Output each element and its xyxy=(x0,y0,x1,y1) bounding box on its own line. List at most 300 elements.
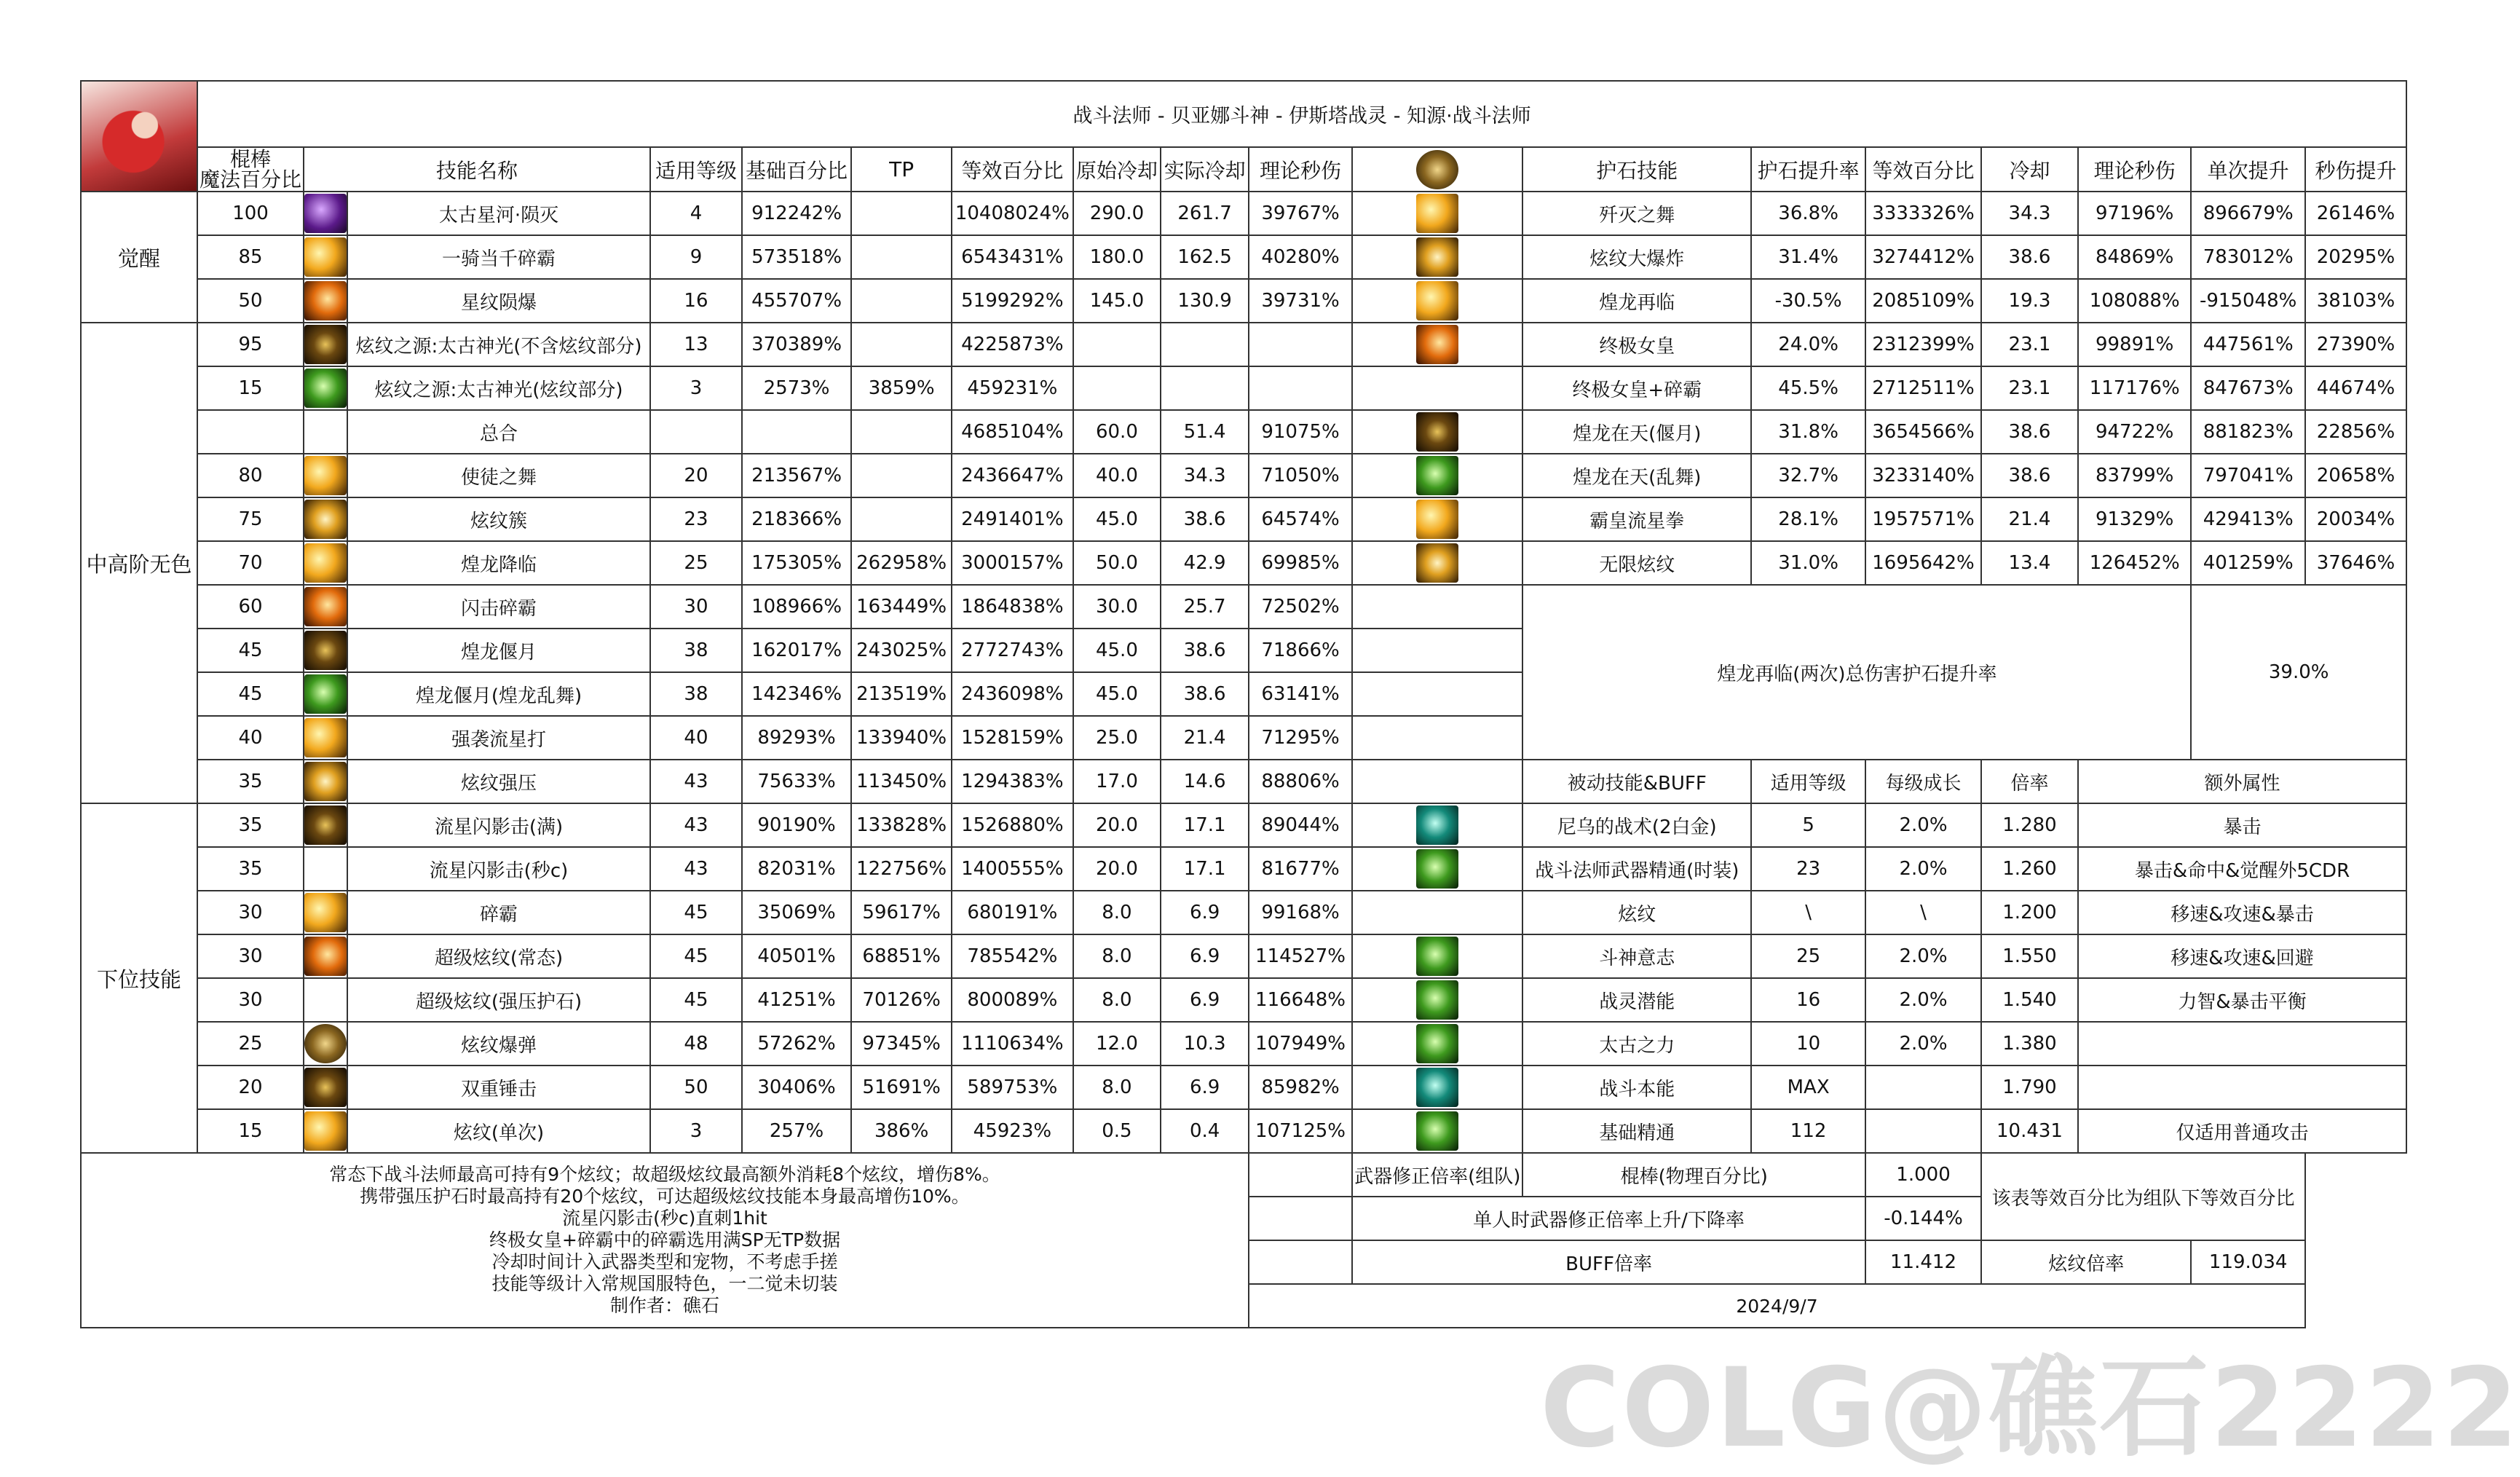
skill-theory-dps: 114527% xyxy=(1249,934,1352,978)
skill-theory-dps: 81677% xyxy=(1249,847,1352,891)
rune-equivalent-percent: 2085109% xyxy=(1865,279,1981,323)
passive-name: 战斗本能 xyxy=(1522,1066,1751,1109)
skill-equivalent-percent: 1110634% xyxy=(952,1022,1073,1066)
skill-icon-cell xyxy=(304,629,347,672)
skill-tp: 51691% xyxy=(851,1066,952,1109)
passive-icon-cell xyxy=(1352,1109,1522,1153)
skill-name: 煌龙降临 xyxy=(347,541,650,585)
skill-tp xyxy=(851,410,952,454)
skill-icon xyxy=(304,237,347,277)
passive-name: 尼乌的战术(2白金) xyxy=(1522,803,1751,847)
passive-name: 斗神意志 xyxy=(1522,934,1751,978)
skill-icon-cell xyxy=(304,279,347,323)
passive-growth: 2.0% xyxy=(1865,1022,1981,1066)
skill-icon xyxy=(304,1068,347,1107)
skill-actual-cooldown: 0.4 xyxy=(1161,1109,1249,1153)
rune-equivalent-percent: 1695642% xyxy=(1865,541,1981,585)
skill-level: 25 xyxy=(650,541,742,585)
passive-icon-cell xyxy=(1352,978,1522,1022)
skill-level: 38 xyxy=(650,672,742,716)
skill-equivalent-percent: 1294383% xyxy=(952,760,1073,803)
skill-name: 流星闪影击(秒c) xyxy=(347,847,650,891)
passive-header-growth: 每级成长 xyxy=(1865,760,1981,803)
rune-name: 炫纹大爆炸 xyxy=(1522,235,1751,279)
header-real-cd: 实际冷却 xyxy=(1161,147,1249,192)
skill-base-percent: 82031% xyxy=(742,847,851,891)
skill-tp xyxy=(851,454,952,497)
passive-growth: 2.0% xyxy=(1865,847,1981,891)
passive-multiplier: 1.280 xyxy=(1981,803,2078,847)
rune-theory-dps: 84869% xyxy=(2078,235,2191,279)
weapon-modifier-value: 1.000 xyxy=(1865,1153,1981,1197)
skill-base-percent: 90190% xyxy=(742,803,851,847)
passive-level: MAX xyxy=(1751,1066,1865,1109)
skill-base-percent: 455707% xyxy=(742,279,851,323)
skill-name: 星纹陨爆 xyxy=(347,279,650,323)
skill-level: 23 xyxy=(650,497,742,541)
skill-name: 超级炫纹(强压护石) xyxy=(347,978,650,1022)
skill-tp: 262958% xyxy=(851,541,952,585)
rune-empty-icon-cell xyxy=(1352,629,1522,672)
rune-icon-cell xyxy=(1352,454,1522,497)
rune-dps-gain: 20034% xyxy=(2305,497,2406,541)
rune-name: 霸皇流星拳 xyxy=(1522,497,1751,541)
skill-icon xyxy=(304,325,347,364)
passive-level: 112 xyxy=(1751,1109,1865,1153)
rune-icon-cell xyxy=(1352,192,1522,235)
passive-multiplier: 1.790 xyxy=(1981,1066,2078,1109)
skill-table xyxy=(80,80,2407,1328)
skill-theory-dps: 107125% xyxy=(1249,1109,1352,1153)
note-line: 常态下战斗法师最高可持有9个炫纹；故超级炫纹最高额外消耗8个炫纹，增伤8%。 xyxy=(329,1164,1000,1185)
weapon-modifier-label: 武器修正倍率(组队) xyxy=(1352,1153,1522,1197)
rune-icon-cell xyxy=(1352,410,1522,454)
skill-name: 一骑当千碎霸 xyxy=(347,235,650,279)
skill-icon xyxy=(1416,1024,1458,1063)
rune-theory-dps: 117176% xyxy=(2078,366,2191,410)
skill-name: 超级炫纹(常态) xyxy=(347,934,650,978)
passive-multiplier: 1.540 xyxy=(1981,978,2078,1022)
skill-icon xyxy=(304,674,347,714)
rune-theory-dps: 108088% xyxy=(2078,279,2191,323)
table-row xyxy=(81,1022,2406,1066)
skill-tp: 97345% xyxy=(851,1022,952,1066)
table-row xyxy=(81,541,2406,585)
skill-name: 双重锤击 xyxy=(347,1066,650,1109)
skill-icon-cell xyxy=(304,1022,347,1066)
table-row xyxy=(81,847,2406,891)
rune-equivalent-percent: 2712511% xyxy=(1865,366,1981,410)
skill-tp: 122756% xyxy=(851,847,952,891)
skill-icon xyxy=(304,1111,347,1151)
skill-theory-dps: 91075% xyxy=(1249,410,1352,454)
skill-icon-cell xyxy=(304,366,347,410)
skill-name: 炫纹簇 xyxy=(347,497,650,541)
rune-equivalent-percent: 2312399% xyxy=(1865,323,1981,366)
skill-level xyxy=(650,410,742,454)
passive-level: 23 xyxy=(1751,847,1865,891)
skill-level: 45 xyxy=(650,934,742,978)
rune-summary-value: 39.0% xyxy=(2191,585,2406,760)
skill-equivalent-percent: 2772743% xyxy=(952,629,1073,672)
table-row xyxy=(81,1109,2406,1153)
header-rune-cd: 冷却 xyxy=(1981,147,2078,192)
skill-theory-dps: 88806% xyxy=(1249,760,1352,803)
rune-icon-cell xyxy=(1352,541,1522,585)
skill-original-cooldown: 45.0 xyxy=(1073,497,1161,541)
skill-level: 43 xyxy=(650,803,742,847)
skill-original-cooldown: 45.0 xyxy=(1073,629,1161,672)
skill-level: 3 xyxy=(650,1109,742,1153)
skill-level: 48 xyxy=(650,1022,742,1066)
passive-multiplier: 1.550 xyxy=(1981,934,2078,978)
skill-equivalent-percent: 785542% xyxy=(952,934,1073,978)
passive-level: \ xyxy=(1751,891,1865,934)
skill-original-cooldown: 25.0 xyxy=(1073,716,1161,760)
rune-cooldown: 19.3 xyxy=(1981,279,2078,323)
skill-name: 煌龙偃月 xyxy=(347,629,650,672)
rune-single-gain: 797041% xyxy=(2191,454,2305,497)
rune-rate: 36.8% xyxy=(1751,192,1865,235)
passive-extra: 力智&暴击平衡 xyxy=(2078,978,2406,1022)
skill-icon-cell xyxy=(304,934,347,978)
header-rune-dps: 理论秒伤 xyxy=(2078,147,2191,192)
rune-name: 歼灭之舞 xyxy=(1522,192,1751,235)
table-row xyxy=(81,978,2406,1022)
skill-equivalent-percent: 1526880% xyxy=(952,803,1073,847)
skill-original-cooldown: 8.0 xyxy=(1073,978,1161,1022)
skill-base-percent: 40501% xyxy=(742,934,851,978)
skill-level: 30 xyxy=(650,585,742,629)
skill-equivalent-percent: 3000157% xyxy=(952,541,1073,585)
skill-icon xyxy=(1416,1068,1458,1107)
skill-tp xyxy=(851,192,952,235)
rune-equivalent-percent: 3333326% xyxy=(1865,192,1981,235)
passive-level: 16 xyxy=(1751,978,1865,1022)
skill-level: 16 xyxy=(650,279,742,323)
passive-name: 战灵潜能 xyxy=(1522,978,1751,1022)
skill-tp: 113450% xyxy=(851,760,952,803)
skill-theory-dps: 39731% xyxy=(1249,279,1352,323)
skill-original-cooldown: 180.0 xyxy=(1073,235,1161,279)
skill-actual-cooldown: 17.1 xyxy=(1161,847,1249,891)
skill-base-percent: 108966% xyxy=(742,585,851,629)
skill-actual-cooldown xyxy=(1161,366,1249,410)
skill-name: 太古星河·陨灭 xyxy=(347,192,650,235)
rune-theory-dps: 94722% xyxy=(2078,410,2191,454)
skill-base-percent: 257% xyxy=(742,1109,851,1153)
skill-original-cooldown xyxy=(1073,366,1161,410)
rune-theory-dps: 91329% xyxy=(2078,497,2191,541)
passive-header-name: 被动技能&BUFF xyxy=(1522,760,1751,803)
passive-header-extra: 额外属性 xyxy=(2078,760,2406,803)
header-rune-rate: 护石提升率 xyxy=(1751,147,1865,192)
skill-icon xyxy=(304,631,347,670)
skill-theory-dps: 116648% xyxy=(1249,978,1352,1022)
skill-actual-cooldown: 38.6 xyxy=(1161,629,1249,672)
header-eq-pct: 等效百分比 xyxy=(952,147,1073,192)
skill-tp: 133940% xyxy=(851,716,952,760)
skill-theory-dps: 99168% xyxy=(1249,891,1352,934)
skill-actual-cooldown: 34.3 xyxy=(1161,454,1249,497)
passive-growth: 2.0% xyxy=(1865,934,1981,978)
skill-icon xyxy=(304,194,347,233)
skill-percent xyxy=(197,410,304,454)
rune-rate: 31.4% xyxy=(1751,235,1865,279)
skill-icon-cell xyxy=(304,978,347,1022)
passive-icon-cell xyxy=(1352,891,1522,934)
passive-extra: 移速&攻速&暴击 xyxy=(2078,891,2406,934)
skill-icon xyxy=(1416,806,1458,845)
skill-equivalent-percent: 800089% xyxy=(952,978,1073,1022)
skill-equivalent-percent: 4685104% xyxy=(952,410,1073,454)
table-row xyxy=(81,323,2406,366)
skill-icon-cell xyxy=(304,235,347,279)
portrait-cell xyxy=(81,81,197,192)
solo-modifier-label: 单人时武器修正倍率上升/下降率 xyxy=(1352,1197,1865,1240)
skill-original-cooldown: 30.0 xyxy=(1073,585,1161,629)
rune-rate: 28.1% xyxy=(1751,497,1865,541)
note-line: 制作者：礁石 xyxy=(609,1295,719,1316)
skill-percent: 40 xyxy=(197,716,304,760)
header-rune-eq-pct: 等效百分比 xyxy=(1865,147,1981,192)
skill-base-percent xyxy=(742,410,851,454)
skill-tp: 213519% xyxy=(851,672,952,716)
rune-cooldown: 23.1 xyxy=(1981,366,2078,410)
skill-percent: 45 xyxy=(197,672,304,716)
skill-percent: 70 xyxy=(197,541,304,585)
skill-icon xyxy=(304,281,347,320)
rune-cooldown: 34.3 xyxy=(1981,192,2078,235)
skill-original-cooldown: 20.0 xyxy=(1073,803,1161,847)
skill-actual-cooldown: 6.9 xyxy=(1161,1066,1249,1109)
rune-single-gain: 447561% xyxy=(2191,323,2305,366)
skill-tp: 68851% xyxy=(851,934,952,978)
skill-actual-cooldown: 6.9 xyxy=(1161,978,1249,1022)
passive-icon-cell xyxy=(1352,1066,1522,1109)
rune-single-gain: 881823% xyxy=(2191,410,2305,454)
skill-theory-dps: 39767% xyxy=(1249,192,1352,235)
table-row xyxy=(81,803,2406,847)
skill-base-percent: 35069% xyxy=(742,891,851,934)
skill-original-cooldown: 12.0 xyxy=(1073,1022,1161,1066)
skill-icon-cell xyxy=(304,192,347,235)
rune-name: 煌龙在天(偃月) xyxy=(1522,410,1751,454)
rune-dps-gain: 20658% xyxy=(2305,454,2406,497)
skill-percent: 85 xyxy=(197,235,304,279)
skill-icon xyxy=(304,893,347,932)
rune-theory-dps: 83799% xyxy=(2078,454,2191,497)
skill-icon xyxy=(1416,543,1458,583)
passive-icon-cell xyxy=(1352,1022,1522,1066)
passive-multiplier: 10.431 xyxy=(1981,1109,2078,1153)
passive-name: 炫纹 xyxy=(1522,891,1751,934)
rune-single-gain: 896679% xyxy=(2191,192,2305,235)
rune-single-gain: 429413% xyxy=(2191,497,2305,541)
skill-base-percent: 218366% xyxy=(742,497,851,541)
rune-rate: 45.5% xyxy=(1751,366,1865,410)
skill-percent: 35 xyxy=(197,847,304,891)
skill-percent: 50 xyxy=(197,279,304,323)
rune-cooldown: 38.6 xyxy=(1981,454,2078,497)
header-rune-skill: 护石技能 xyxy=(1522,147,1751,192)
skill-name: 强袭流星打 xyxy=(347,716,650,760)
skill-original-cooldown: 8.0 xyxy=(1073,891,1161,934)
character-portrait xyxy=(82,82,197,191)
skill-tp: 243025% xyxy=(851,629,952,672)
skill-percent: 30 xyxy=(197,934,304,978)
skill-icon xyxy=(304,500,347,539)
table-row xyxy=(81,147,2406,192)
passive-level: 25 xyxy=(1751,934,1865,978)
note-line: 技能等级计入常规国服特色，一二觉未切装 xyxy=(491,1273,838,1294)
table-row xyxy=(81,760,2406,803)
note-line: 冷却时间计入武器类型和宠物，不考虑手搓 xyxy=(491,1251,838,1272)
xuanwen-multiplier-label: 炫纹倍率 xyxy=(1981,1240,2191,1284)
skill-percent: 35 xyxy=(197,803,304,847)
rune-equivalent-percent: 3274412% xyxy=(1865,235,1981,279)
skill-base-percent: 162017% xyxy=(742,629,851,672)
skill-percent: 45 xyxy=(197,629,304,672)
skill-icon-cell xyxy=(304,454,347,497)
rune-cooldown: 38.6 xyxy=(1981,410,2078,454)
weapon-note: 该表等效百分比为组队下等效百分比 xyxy=(1981,1153,2305,1240)
skill-theory-dps: 107949% xyxy=(1249,1022,1352,1066)
rune-summary-label: 煌龙再临(两次)总伤害护石提升率 xyxy=(1522,585,2191,760)
rune-name: 煌龙再临 xyxy=(1522,279,1751,323)
skill-icon xyxy=(1416,980,1458,1020)
skill-level: 43 xyxy=(650,847,742,891)
passive-icon-cell xyxy=(1352,803,1522,847)
skill-equivalent-percent: 2491401% xyxy=(952,497,1073,541)
skill-theory-dps: 89044% xyxy=(1249,803,1352,847)
skill-percent: 15 xyxy=(197,1109,304,1153)
skill-theory-dps xyxy=(1249,323,1352,366)
rune-rate: -30.5% xyxy=(1751,279,1865,323)
skill-base-percent: 41251% xyxy=(742,978,851,1022)
skill-base-percent: 75633% xyxy=(742,760,851,803)
skill-equivalent-percent: 459231% xyxy=(952,366,1073,410)
rune-dps-gain: 22856% xyxy=(2305,410,2406,454)
passive-extra: 暴击&命中&觉醒外5CDR xyxy=(2078,847,2406,891)
rune-header-icon xyxy=(1352,147,1522,192)
buff-multiplier-value: 11.412 xyxy=(1865,1240,1981,1284)
skill-level: 45 xyxy=(650,978,742,1022)
skill-actual-cooldown: 38.6 xyxy=(1161,672,1249,716)
skill-level: 40 xyxy=(650,716,742,760)
skill-theory-dps xyxy=(1249,366,1352,410)
skill-equivalent-percent: 10408024% xyxy=(952,192,1073,235)
skill-icon-cell xyxy=(304,847,347,891)
skill-tp xyxy=(851,497,952,541)
skill-actual-cooldown: 130.9 xyxy=(1161,279,1249,323)
skill-name: 炫纹之源:太古神光(不含炫纹部分) xyxy=(347,323,650,366)
skill-icon-cell xyxy=(304,1066,347,1109)
skill-base-percent: 142346% xyxy=(742,672,851,716)
skill-base-percent: 30406% xyxy=(742,1066,851,1109)
rune-theory-dps: 97196% xyxy=(2078,192,2191,235)
skill-icon xyxy=(304,937,347,976)
passive-extra: 移速&攻速&回避 xyxy=(2078,934,2406,978)
skill-actual-cooldown: 10.3 xyxy=(1161,1022,1249,1066)
rune-name: 煌龙在天(乱舞) xyxy=(1522,454,1751,497)
weapon-type: 棍棒(物理百分比) xyxy=(1522,1153,1865,1197)
passive-multiplier: 1.380 xyxy=(1981,1022,2078,1066)
rune-single-gain: 847673% xyxy=(2191,366,2305,410)
skill-equivalent-percent: 589753% xyxy=(952,1066,1073,1109)
skill-percent: 30 xyxy=(197,891,304,934)
skill-base-percent: 370389% xyxy=(742,323,851,366)
skill-actual-cooldown: 42.9 xyxy=(1161,541,1249,585)
skill-equivalent-percent: 4225873% xyxy=(952,323,1073,366)
skill-level: 45 xyxy=(650,891,742,934)
passive-growth xyxy=(1865,1109,1981,1153)
skill-icon xyxy=(1416,237,1458,277)
skill-equivalent-percent: 1528159% xyxy=(952,716,1073,760)
skill-level: 38 xyxy=(650,629,742,672)
skill-original-cooldown: 8.0 xyxy=(1073,934,1161,978)
skill-theory-dps: 64574% xyxy=(1249,497,1352,541)
header-dps-gain: 秒伤提升 xyxy=(2305,147,2406,192)
note-line: 携带强压护石时最高持有20个炫纹，可达超级炫纹技能本身最高增伤10%。 xyxy=(360,1186,970,1207)
skill-equivalent-percent: 6543431% xyxy=(952,235,1073,279)
rune-theory-dps: 126452% xyxy=(2078,541,2191,585)
skill-percent: 20 xyxy=(197,1066,304,1109)
skill-name: 炫纹(单次) xyxy=(347,1109,650,1153)
skill-percent: 100 xyxy=(197,192,304,235)
skill-actual-cooldown: 25.7 xyxy=(1161,585,1249,629)
header-tp: TP xyxy=(851,147,952,192)
header-theory-dps: 理论秒伤 xyxy=(1249,147,1352,192)
skill-level: 9 xyxy=(650,235,742,279)
passive-growth: 2.0% xyxy=(1865,978,1981,1022)
table-row xyxy=(81,497,2406,541)
rune-empty-icon-cell xyxy=(1352,716,1522,760)
rune-name: 终极女皇+碎霸 xyxy=(1522,366,1751,410)
solo-modifier-value: -0.144% xyxy=(1865,1197,1981,1240)
table-row xyxy=(81,81,2406,147)
skill-level: 13 xyxy=(650,323,742,366)
rune-dps-gain: 27390% xyxy=(2305,323,2406,366)
category-mid-high: 中高阶无色 xyxy=(81,323,197,803)
passive-name: 战斗法师武器精通(时装) xyxy=(1522,847,1751,891)
skill-icon xyxy=(1416,325,1458,364)
skill-theory-dps: 85982% xyxy=(1249,1066,1352,1109)
skill-level: 50 xyxy=(650,1066,742,1109)
skill-actual-cooldown: 38.6 xyxy=(1161,497,1249,541)
skill-original-cooldown: 290.0 xyxy=(1073,192,1161,235)
skill-icon xyxy=(304,543,347,583)
passive-header-multiplier: 倍率 xyxy=(1981,760,2078,803)
skill-tp xyxy=(851,323,952,366)
skill-icon xyxy=(304,718,347,757)
skill-equivalent-percent: 1400555% xyxy=(952,847,1073,891)
note-line: 终极女皇+碎霸中的碎霸选用满SP无TP数据 xyxy=(489,1229,841,1250)
passive-header-icon-cell xyxy=(1352,760,1522,803)
skill-level: 20 xyxy=(650,454,742,497)
skill-icon xyxy=(304,456,347,495)
skill-icon xyxy=(304,369,347,408)
table-row xyxy=(81,366,2406,410)
skill-icon-cell xyxy=(304,541,347,585)
header-base-pct: 基础百分比 xyxy=(742,147,851,192)
footer-icon-cell xyxy=(1249,1197,1352,1240)
skill-percent: 80 xyxy=(197,454,304,497)
skill-equivalent-percent: 45923% xyxy=(952,1109,1073,1153)
table-body xyxy=(81,81,2406,1328)
skill-actual-cooldown xyxy=(1161,323,1249,366)
skill-icon-cell xyxy=(304,323,347,366)
